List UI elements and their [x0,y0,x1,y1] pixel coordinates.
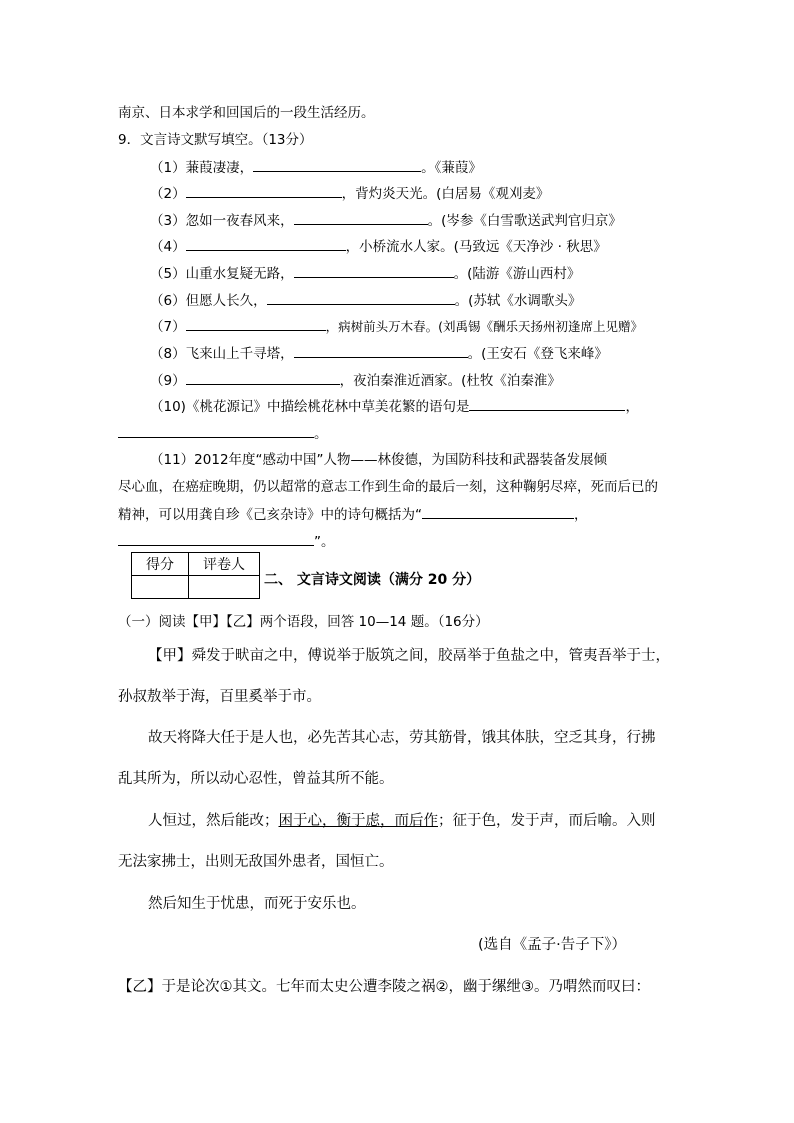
item-source: 。《蒹葭》 [421,160,482,176]
q9-item-6 [150,291,581,310]
item-text: （3）忽如一夜春风来， [150,213,294,229]
item-text: （9） [150,373,186,389]
grader-cell[interactable] [189,576,260,599]
q9-item-1 [150,158,482,177]
punct: ， [574,507,588,523]
punct: 。 [314,426,328,442]
answer-blank[interactable] [294,264,454,278]
item-text: （8）飞来山上千寻塔， [150,346,294,362]
q9-item-11-line1: （11）2012年度“感动中国”人物——林俊德，为国防科技和武器装备发展倾 [150,452,608,468]
jia-para-4: 然后知生于忧患，而死于安乐也。 [148,896,366,912]
answer-blank[interactable] [118,532,314,546]
punct: ， [625,399,639,415]
underlined-phrase: 困于心，衡于虑，而后作 [278,813,438,829]
answer-blank[interactable] [186,184,342,198]
answer-blank[interactable] [118,424,314,438]
q9-item-4 [150,237,607,256]
jia-para-1b: 孙叔敖举于海，百里奚举于市。 [118,689,321,705]
punct: ”。 [314,534,335,550]
item-source: 。(岑参《白雪歌送武判官归京》 [427,213,622,229]
q9-item-9 [150,371,561,390]
item-source: 。(苏轼《水调歌头》 [454,293,582,309]
item-source: ，小桥流水人家。(马致远《天净沙 · 秋思》 [345,239,607,255]
jia-para-2b: 乱其所为，所以动心忍性，曾益其所不能。 [118,771,394,787]
item-text: （4） [150,239,186,255]
item-source: 。(陆游《游山西村》 [453,266,581,282]
jia-para-1a: 【甲】舜发于畎亩之中，傅说举于版筑之间，胶鬲举于鱼盐之中，管夷吾举于士， [148,648,670,664]
item-text: （1）蒹葭凄凄， [150,160,254,176]
item-source: ，背灼炎天光。(白居易《观刈麦》 [341,186,550,202]
yi-para-1: 【乙】于是论次①其文。七年而太史公遭李陵之祸②，幽于缧绁③。乃喟然而叹曰： [118,979,650,995]
item-source: ，病树前头万木春。(刘禹锡《酬乐天扬州初逢席上见赠》 [325,319,643,334]
q9-item-7 [150,317,643,336]
answer-blank[interactable] [186,371,340,385]
grader-header: 评卷人 [189,553,260,576]
intro-tail: 南京、日本求学和回国后的一段生活经历。 [118,105,375,121]
score-table [131,552,260,599]
item-text: （2） [150,186,186,202]
text: ；征于色，发于声，而后喻。入则 [438,813,656,829]
answer-blank[interactable] [267,291,455,305]
answer-blank[interactable] [422,505,574,519]
item-text: （10)《桃花源记》中描绘桃花林中草美花繁的语句是 [150,399,470,415]
item-text: （7） [150,319,186,335]
jia-para-3a [148,812,656,830]
q9-item-11-cont [118,532,335,551]
item-text: （6）但愿人长久， [150,293,267,309]
q9-item-10 [150,397,639,416]
q9-item-8 [150,344,608,363]
text: 人恒过，然后能改； [148,813,279,829]
score-header: 得分 [132,553,189,576]
item-source: 。(王安石《登飞来峰》 [467,346,608,362]
item-text: （5）山重水复疑无路， [150,266,294,282]
q9-item-5 [150,264,580,283]
source-citation: (选自《孟子·告子下》） [478,937,627,953]
q9-item-2 [150,184,549,203]
score-cell[interactable] [132,576,189,599]
q9-title: 9．文言诗文默写填空。（13分） [118,132,313,148]
answer-blank[interactable] [294,211,428,225]
answer-blank[interactable] [469,397,625,411]
item-text: 精神，可以用龚自珍《己亥杂诗》中的诗句概括为“ [118,507,422,523]
answer-blank[interactable] [186,317,326,331]
reading-intro: （一）阅读【甲】【乙】两个语段，回答 10—14 题。（16分） [118,614,489,630]
answer-blank[interactable] [294,344,468,358]
answer-blank[interactable] [186,237,346,251]
q9-item-10-cont [118,424,328,443]
q9-item-11-line3 [118,505,588,524]
item-source: ，夜泊秦淮近酒家。(杜牧《泊秦淮》 [339,373,561,389]
section-2-title: 二、 文言诗文阅读（满分 20 分） [264,572,481,588]
jia-para-3b: 无法家拂士，出则无敌国外患者，国恒亡。 [118,854,394,870]
q9-item-3 [150,211,622,230]
answer-blank[interactable] [253,158,421,172]
q9-item-11-line2: 尽心血，在癌症晚期，仍以超常的意志工作到生命的最后一刻，这种鞠躬尽瘁，死而后已的 [118,479,658,495]
jia-para-2a: 故天将降大任于是人也，必先苦其心志，劳其筋骨，饿其体肤，空乏其身，行拂 [148,730,656,746]
